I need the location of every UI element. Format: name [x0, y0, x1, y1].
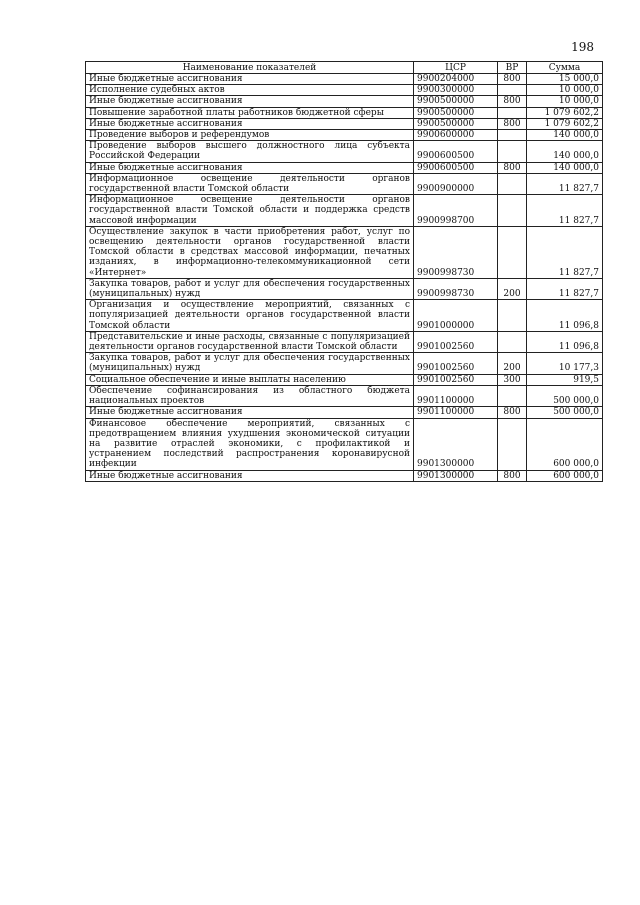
row-sum-cell: 11 827,7	[527, 173, 603, 194]
row-csr-cell: 9901300000	[414, 470, 498, 481]
row-vr-cell	[498, 331, 527, 352]
row-sum-cell: 11 827,7	[527, 278, 603, 299]
row-csr-cell: 9900998730	[414, 278, 498, 299]
row-sum-cell: 11 827,7	[527, 195, 603, 227]
header-vr: ВР	[498, 62, 527, 74]
row-vr-cell	[498, 385, 527, 406]
row-vr-cell: 800	[498, 118, 527, 129]
row-name-cell: Представительские и иные расходы, связанные с популяризацией деятельности органов государственной власти Томской области	[86, 331, 414, 352]
table-row	[86, 385, 603, 406]
row-vr-cell	[498, 85, 527, 96]
row-sum-cell: 11 827,7	[527, 226, 603, 278]
row-name-cell: Обеспечение софинансирования из областного бюджета национальных проектов	[86, 385, 414, 406]
row-sum-cell: 1 079 602,2	[527, 107, 603, 118]
row-name-cell: Информационное освещение деятельности органов государственной власти Томской области и поддержка средств массовой информации	[86, 195, 414, 227]
row-vr-cell: 200	[498, 278, 527, 299]
row-vr-cell	[498, 130, 527, 141]
row-csr-cell: 9900300000	[414, 85, 498, 96]
header-name: Наименование показателей	[86, 62, 414, 74]
table-row	[86, 278, 603, 299]
row-csr-cell: 9901002560	[414, 331, 498, 352]
row-csr-cell: 9901300000	[414, 418, 498, 470]
row-csr-cell: 9900998700	[414, 195, 498, 227]
row-name-cell: Повышение заработной платы работников бюджетной сферы	[86, 107, 414, 118]
row-sum-cell: 500 000,0	[527, 385, 603, 406]
row-csr-cell: 9901100000	[414, 407, 498, 418]
table-row	[86, 353, 603, 374]
row-sum-cell: 600 000,0	[527, 418, 603, 470]
row-vr-cell: 800	[498, 470, 527, 481]
table-row	[86, 226, 603, 278]
row-name-cell: Иные бюджетные ассигнования	[86, 74, 414, 85]
row-vr-cell: 300	[498, 374, 527, 385]
table-row	[86, 96, 603, 107]
row-vr-cell: 800	[498, 96, 527, 107]
row-name-cell: Проведение выборов высшего должностного лица субъекта Российской Федерации	[86, 141, 414, 162]
row-csr-cell: 9900500000	[414, 107, 498, 118]
row-csr-cell: 9900600500	[414, 141, 498, 162]
row-csr-cell: 9901100000	[414, 385, 498, 406]
row-sum-cell: 140 000,0	[527, 162, 603, 173]
row-sum-cell: 10 000,0	[527, 85, 603, 96]
row-name-cell: Проведение выборов и референдумов	[86, 130, 414, 141]
row-csr-cell: 9900204000	[414, 74, 498, 85]
row-name-cell: Социальное обеспечение и иные выплаты населению	[86, 374, 414, 385]
row-vr-cell: 800	[498, 162, 527, 173]
row-csr-cell: 9900500000	[414, 118, 498, 129]
page-number: 198	[571, 40, 594, 54]
row-vr-cell	[498, 226, 527, 278]
row-vr-cell	[498, 300, 527, 332]
table-body	[86, 74, 603, 482]
row-sum-cell: 10 177,3	[527, 353, 603, 374]
row-vr-cell	[498, 418, 527, 470]
row-name-cell: Исполнение судебных актов	[86, 85, 414, 96]
row-name-cell: Иные бюджетные ассигнования	[86, 470, 414, 481]
row-sum-cell: 600 000,0	[527, 470, 603, 481]
row-sum-cell: 10 000,0	[527, 96, 603, 107]
row-vr-cell: 800	[498, 407, 527, 418]
row-csr-cell: 9900900000	[414, 173, 498, 194]
row-name-cell: Иные бюджетные ассигнования	[86, 407, 414, 418]
row-sum-cell: 1 079 602,2	[527, 118, 603, 129]
table-row	[86, 173, 603, 194]
table-row	[86, 300, 603, 332]
row-name-cell: Финансовое обеспечение мероприятий, связанных с предотвращением влияния ухудшения экономической ситуации на развитие отраслей экономики, с профилактикой и устранением последствий распространения коронавирусной инфекции	[86, 418, 414, 470]
row-csr-cell: 9900998730	[414, 226, 498, 278]
row-sum-cell: 15 000,0	[527, 74, 603, 85]
header-csr: ЦСР	[414, 62, 498, 74]
row-sum-cell: 919,5	[527, 374, 603, 385]
row-name-cell: Организация и осуществление мероприятий, связанных с популяризацией деятельности органов государственной власти Томской области	[86, 300, 414, 332]
table-row	[86, 195, 603, 227]
row-name-cell: Иные бюджетные ассигнования	[86, 118, 414, 129]
row-vr-cell: 200	[498, 353, 527, 374]
row-sum-cell: 11 096,8	[527, 300, 603, 332]
table-row	[86, 331, 603, 352]
row-sum-cell: 140 000,0	[527, 130, 603, 141]
table-row	[86, 141, 603, 162]
row-name-cell: Закупка товаров, работ и услуг для обеспечения государственных (муниципальных) нужд	[86, 278, 414, 299]
row-vr-cell	[498, 141, 527, 162]
row-csr-cell: 9901002560	[414, 374, 498, 385]
row-sum-cell: 140 000,0	[527, 141, 603, 162]
row-sum-cell: 500 000,0	[527, 407, 603, 418]
row-vr-cell	[498, 195, 527, 227]
row-name-cell: Осуществление закупок в части приобретения работ, услуг по освещению деятельности органов государственной власти Томской области в средствах массовой информации, печатных изданиях, в информационно-телекоммуникационной сети «Интернет»	[86, 226, 414, 278]
budget-table	[85, 61, 603, 482]
table-header-row	[86, 62, 603, 74]
row-vr-cell	[498, 173, 527, 194]
row-vr-cell	[498, 107, 527, 118]
header-sum: Сумма	[527, 62, 603, 74]
table-row	[86, 162, 603, 173]
row-csr-cell: 9900600000	[414, 130, 498, 141]
row-name-cell: Закупка товаров, работ и услуг для обеспечения государственных (муниципальных) нужд	[86, 353, 414, 374]
row-csr-cell: 9901002560	[414, 353, 498, 374]
table-row	[86, 407, 603, 418]
table-row	[86, 374, 603, 385]
row-vr-cell: 800	[498, 74, 527, 85]
table-row	[86, 74, 603, 85]
table-row	[86, 470, 603, 481]
row-sum-cell: 11 096,8	[527, 331, 603, 352]
table-row	[86, 107, 603, 118]
table-row	[86, 130, 603, 141]
row-csr-cell: 9900600500	[414, 162, 498, 173]
table-row	[86, 418, 603, 470]
table-row	[86, 118, 603, 129]
row-csr-cell: 9901000000	[414, 300, 498, 332]
row-name-cell: Иные бюджетные ассигнования	[86, 96, 414, 107]
row-name-cell: Информационное освещение деятельности органов государственной власти Томской области	[86, 173, 414, 194]
table-row	[86, 85, 603, 96]
row-csr-cell: 9900500000	[414, 96, 498, 107]
row-name-cell: Иные бюджетные ассигнования	[86, 162, 414, 173]
